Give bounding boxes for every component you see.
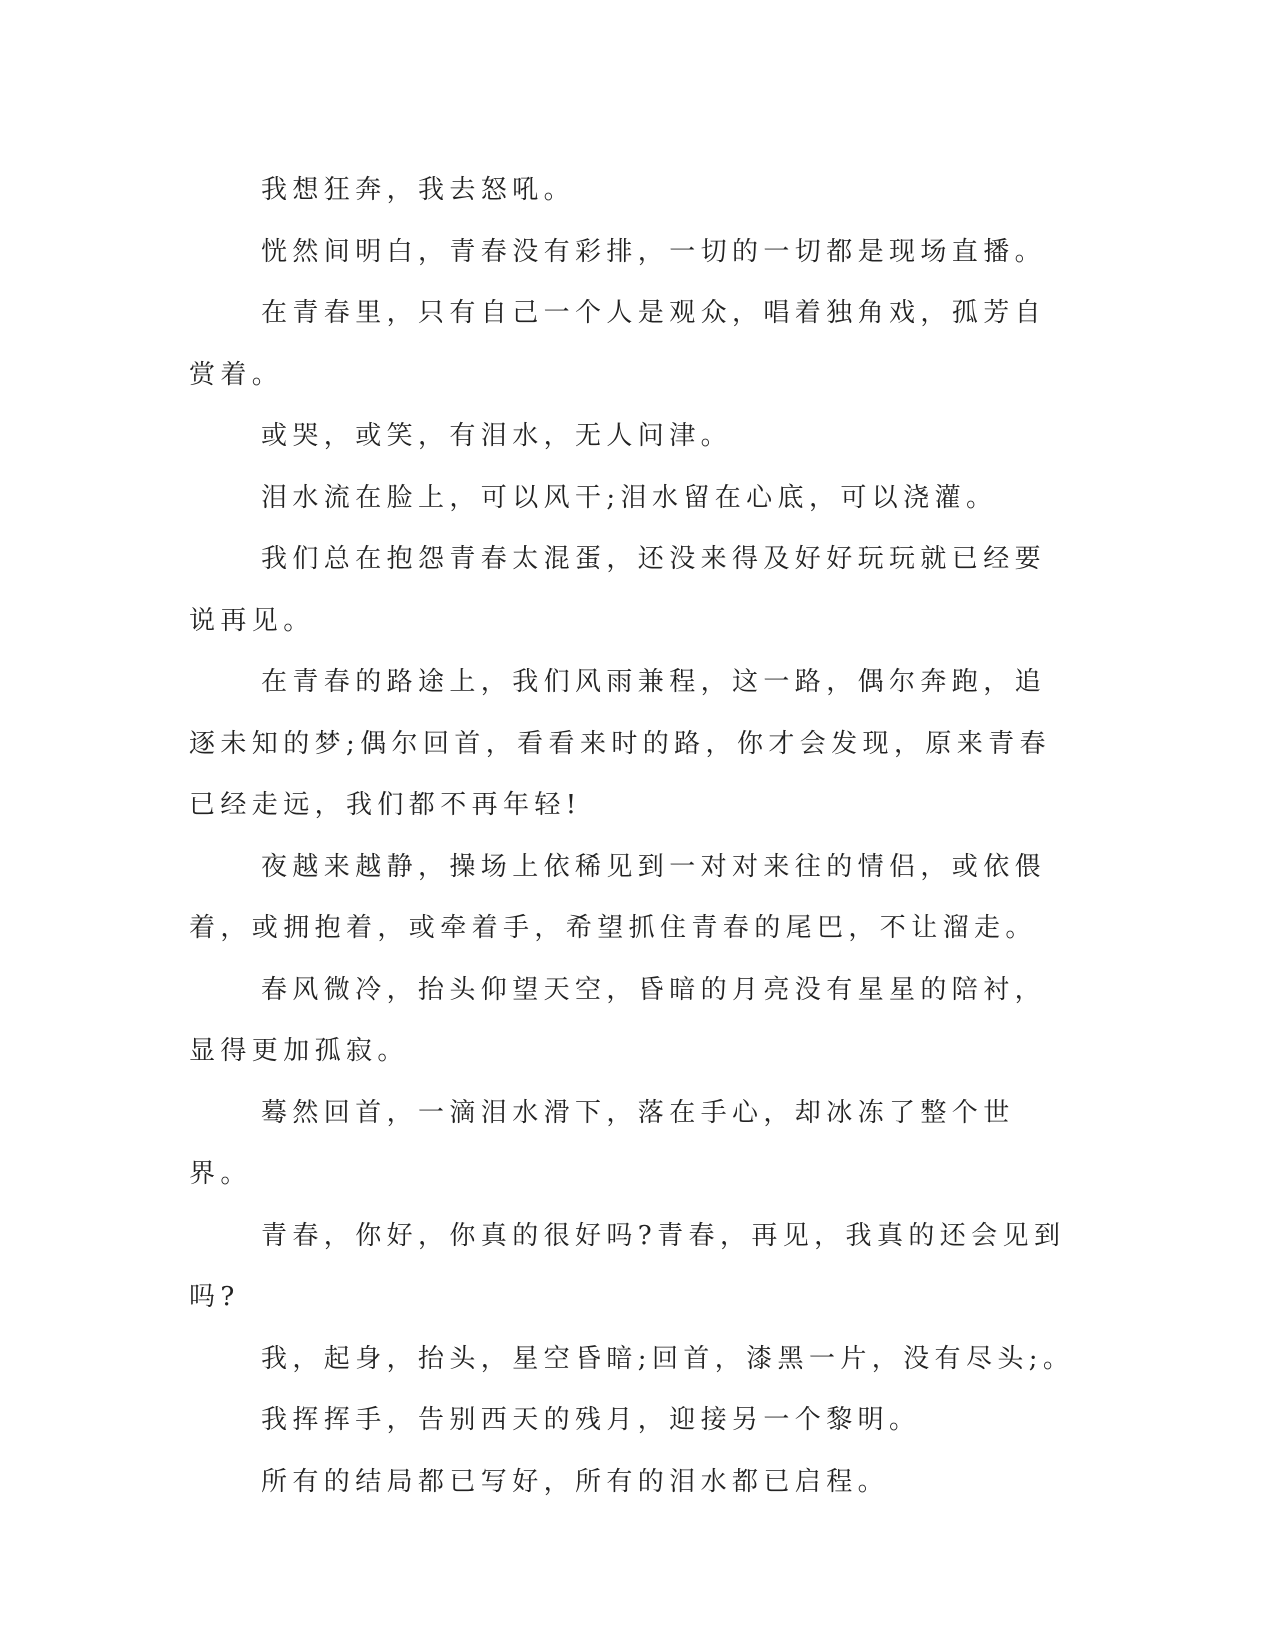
paragraph: 我们总在抱怨青春太混蛋，还没来得及好好玩玩就已经要说再见。 [189,544,1047,636]
paragraph: 青春，你好，你真的很好吗?青春，再见，我真的还会见到吗? [189,1220,1066,1312]
paragraph: 泪水流在脸上，可以风干;泪水留在心底，可以浇灌。 [261,482,998,513]
paragraph: 蓦然回首，一滴泪水滑下，落在手心，却冰冻了整个世界。 [189,1097,1015,1189]
paragraph: 春风微冷，抬头仰望天空，昏暗的月亮没有星星的陪衬，显得更加孤寂。 [189,974,1047,1066]
paragraph: 或哭，或笑，有泪水，无人问津。 [261,421,733,451]
document-body [189,160,1075,1513]
paragraph: 夜越来越静，操场上依稀见到一对对来往的情侣，或依偎着，或拥抱着，或牵着手，希望抓住青春的尾巴，不让溜走。 [189,851,1047,943]
paragraph: 在青春里，只有自己一个人是观众，唱着独角戏，孤芳自赏着。 [189,298,1047,390]
paragraph: 我挥挥手，告别西天的残月，迎接另一个黎明。 [261,1405,921,1435]
paragraph: 我想狂奔，我去怒吼。 [261,175,576,205]
paragraph: 恍然间明白，青春没有彩排，一切的一切都是现场直播。 [261,236,1047,267]
paragraph: 所有的结局都已写好，所有的泪水都已启程。 [261,1466,890,1497]
paragraph: 在青春的路途上，我们风雨兼程，这一路，偶尔奔跑，追逐未知的梦;偶尔回首，看看来时的路，你才会发现，原来青春已经走远，我们都不再年轻! [189,667,1051,820]
paragraph: 我，起身，抬头，星空昏暗;回首，漆黑一片，没有尽头;。 [261,1343,1075,1374]
